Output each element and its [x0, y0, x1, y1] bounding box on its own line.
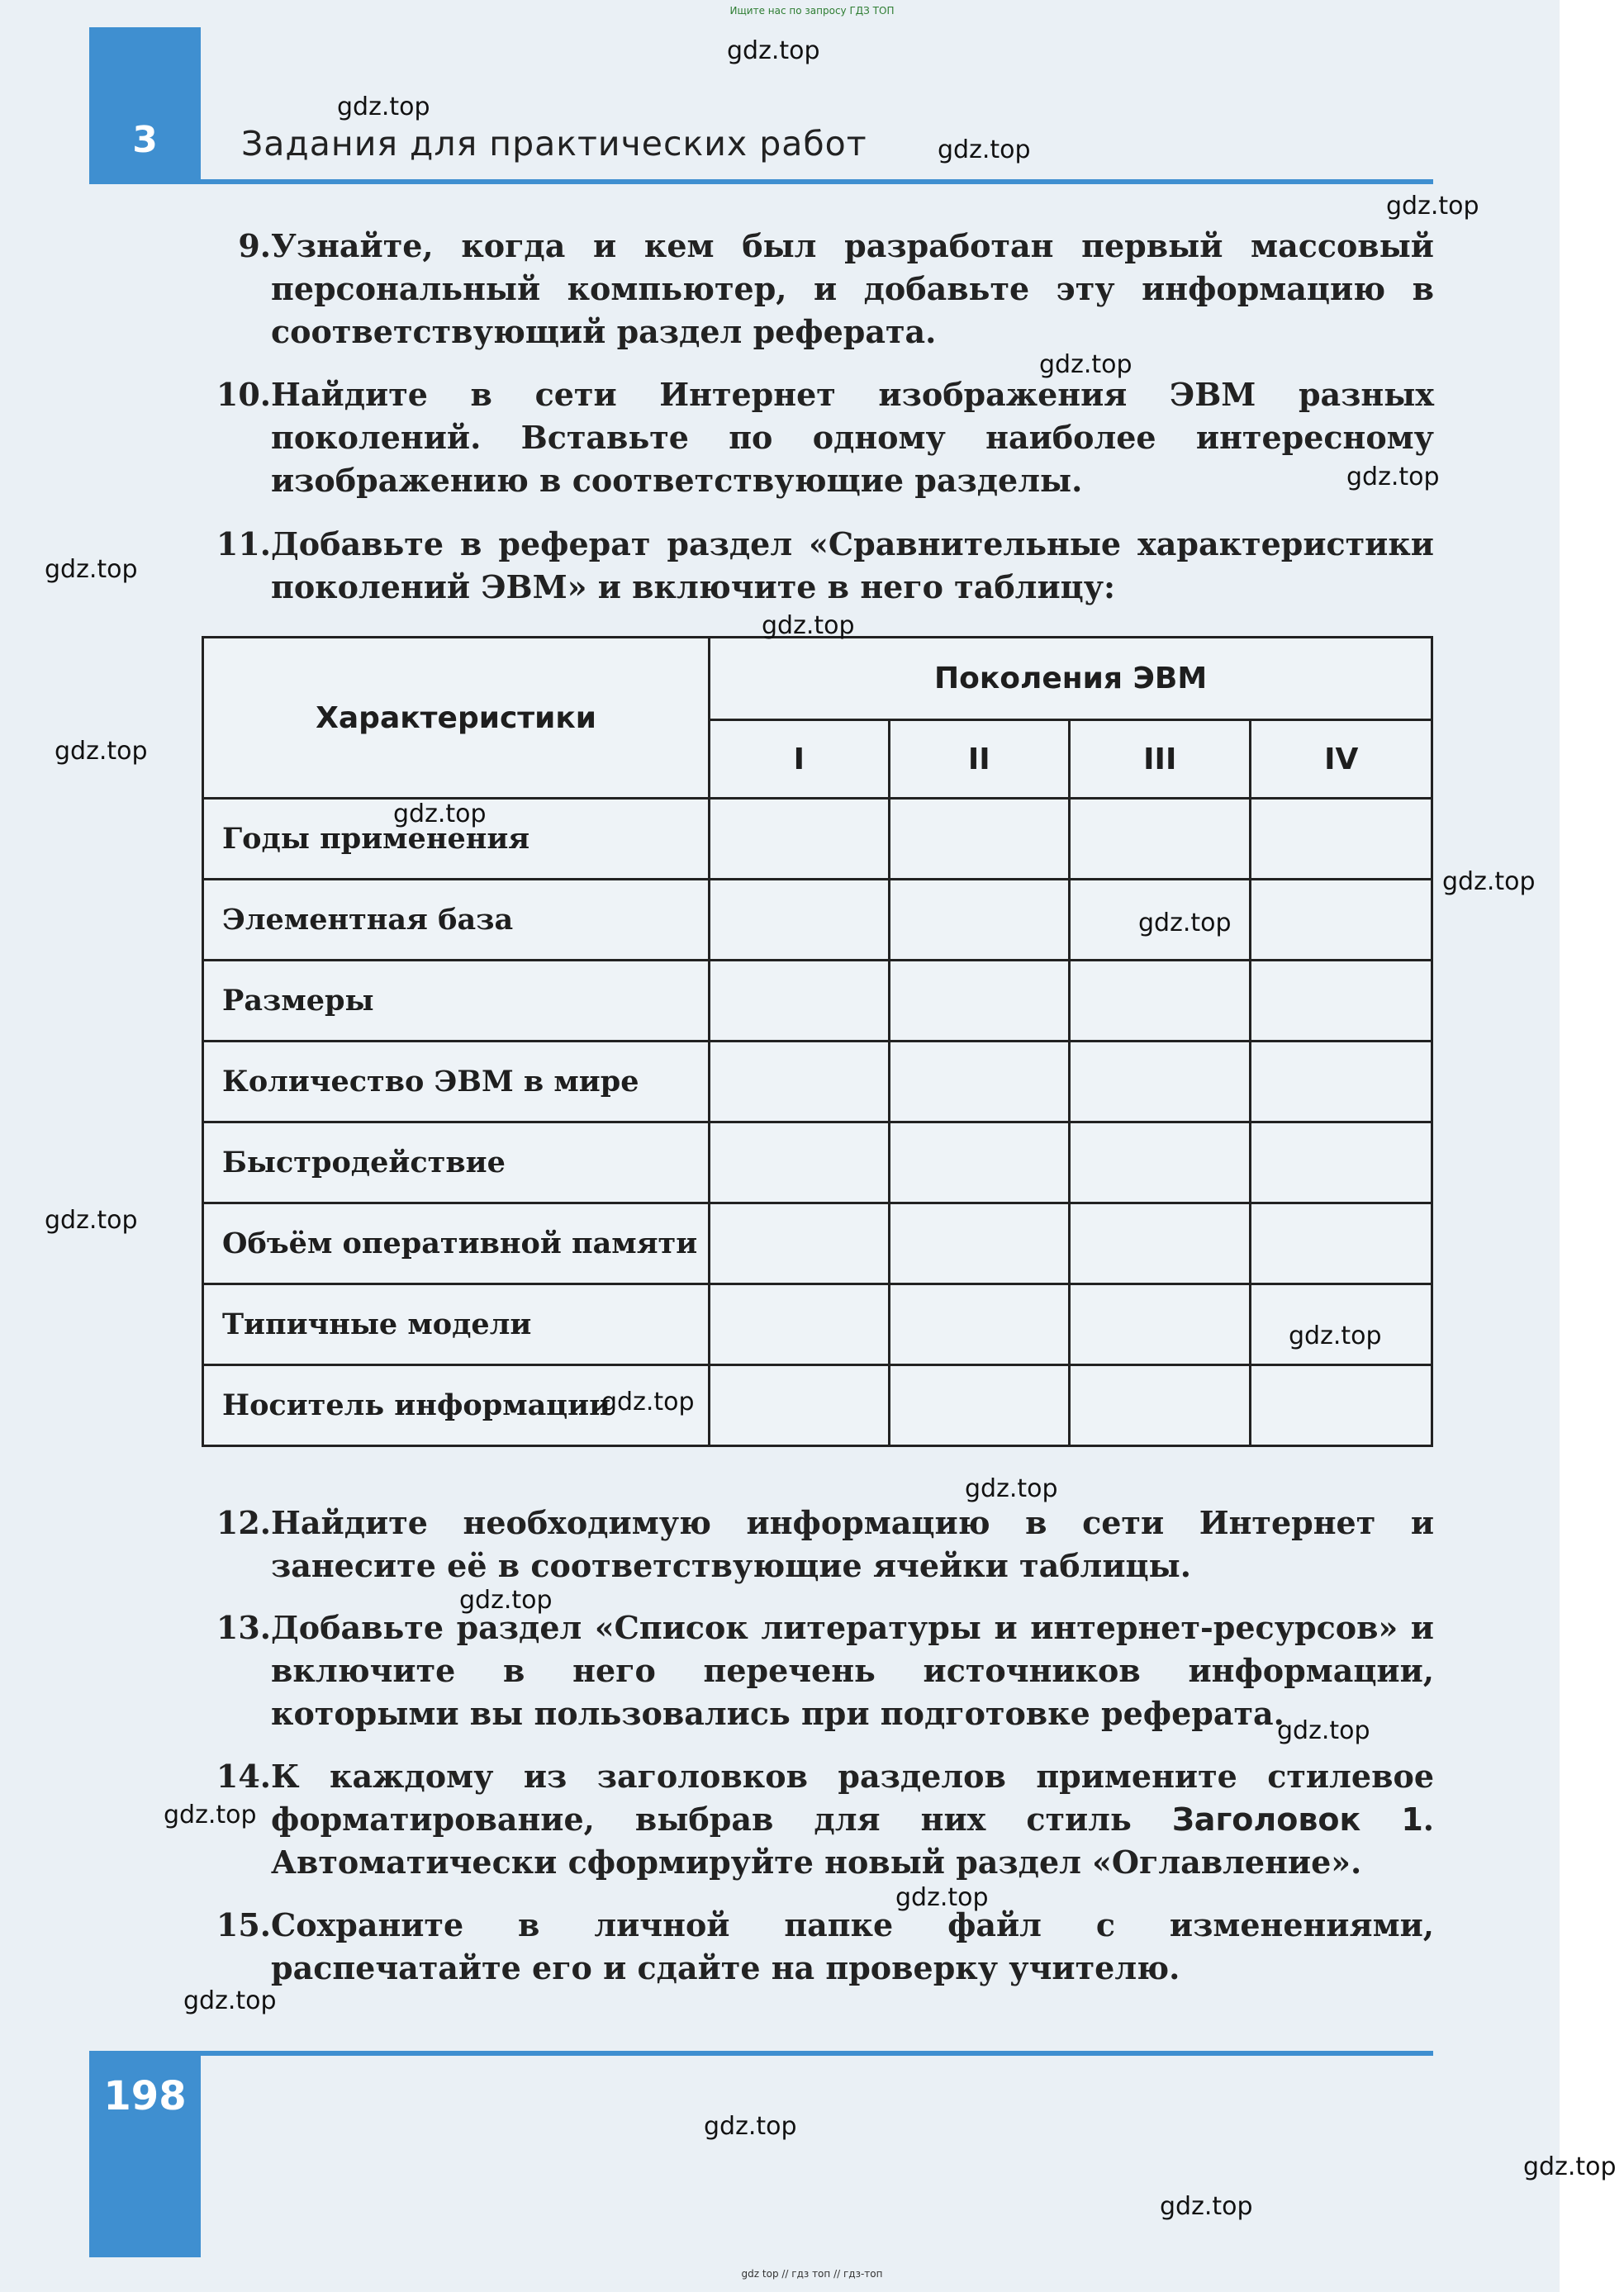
task-number: 11.: [216, 525, 271, 562]
table-cell: [710, 1042, 889, 1122]
table-row: [203, 880, 1432, 961]
table-cell: [889, 1284, 1069, 1365]
table-cell: [889, 1365, 1069, 1446]
table-cell: [710, 799, 889, 880]
row-label: Типичные модели: [203, 1284, 710, 1365]
watermark: gdz.top: [601, 1388, 695, 1416]
table-cell: [1251, 1365, 1432, 1446]
style-name-emphasis: Заголовок 1: [1171, 1801, 1423, 1838]
header-divider: [89, 179, 1433, 184]
row-label: Годы применения: [203, 799, 710, 880]
watermark: gdz.top: [938, 135, 1031, 164]
row-label: Размеры: [203, 961, 710, 1042]
table-cell: [1251, 1203, 1432, 1284]
watermark: gdz.top: [164, 1801, 257, 1829]
task-number: 10.: [216, 376, 271, 413]
task-number: 9.: [238, 227, 271, 264]
watermark: gdz.top: [1386, 192, 1479, 221]
generation-iv-header: IV: [1251, 720, 1432, 799]
table-row: [203, 1365, 1432, 1446]
table-cell: [1070, 1042, 1251, 1122]
table-cell: [1070, 961, 1251, 1042]
task-text: Найдите необходимую информацию в сети Интернет и занесите её в соответствующие ячейки таблицы.: [271, 1504, 1434, 1584]
watermark: gdz.top: [459, 1586, 553, 1615]
table-cell: [1070, 1203, 1251, 1284]
table-cell: [1070, 1122, 1251, 1203]
generation-i-header: I: [710, 720, 889, 799]
table-cell: [1251, 1122, 1432, 1203]
table-cell: [710, 961, 889, 1042]
task-9: [203, 225, 1434, 354]
watermark: gdz.top: [1523, 2152, 1617, 2181]
table-cell: [1251, 1042, 1432, 1122]
table-cell: [710, 1203, 889, 1284]
watermark: gdz.top: [45, 1206, 138, 1235]
section-title: Задания для практических работ: [241, 124, 867, 164]
row-label: Носитель информации: [203, 1365, 710, 1446]
task-text: Найдите в сети Интернет изображения ЭВМ разных поколений. Вставьте по одному наиболее интересному изображению в соответствующие разделы.: [271, 376, 1434, 499]
watermark: gdz.top: [337, 93, 430, 121]
task-15: [203, 1904, 1434, 1990]
table-cell: [1251, 961, 1432, 1042]
table-cell: [889, 961, 1069, 1042]
table-row: [203, 1042, 1432, 1122]
table-cell: [710, 1284, 889, 1365]
table-cell: [1070, 1284, 1251, 1365]
watermark: gdz.top: [704, 2112, 797, 2141]
table-row: [203, 799, 1432, 880]
watermark: gdz.top: [1289, 1322, 1382, 1350]
table-row: [203, 961, 1432, 1042]
task-13: [203, 1606, 1434, 1735]
task-12: [203, 1502, 1434, 1587]
characteristics-header: Характеристики: [203, 638, 710, 799]
watermark: gdz.top: [393, 800, 487, 828]
watermark: gdz.top: [1138, 909, 1232, 937]
watermark: gdz.top: [55, 737, 148, 766]
row-label: Количество ЭВМ в мире: [203, 1042, 710, 1122]
task-14: [203, 1755, 1434, 1884]
task-number: 13.: [216, 1609, 271, 1646]
task-text-part: . Автоматически сформируйте новый раздел «Оглавление».: [271, 1801, 1435, 1881]
generations-table: [202, 636, 1433, 1447]
footer-divider: [89, 2051, 1433, 2056]
table-cell: [1251, 799, 1432, 880]
row-label: Элементная база: [203, 880, 710, 961]
task-text-part: К каждому из заголовков разделов примените стилевое форматирование, выбрав для них стиль: [271, 1758, 1434, 1838]
page-number: 198: [103, 2073, 187, 2119]
generation-iii-header: III: [1070, 720, 1251, 799]
task-number: 14.: [216, 1758, 271, 1795]
table-cell: [1070, 799, 1251, 880]
watermark: gdz.top: [183, 1986, 277, 2015]
top-note: Ищите нас по запросу ГДЗ ТОП: [729, 5, 895, 17]
watermark: gdz.top: [1442, 867, 1536, 896]
table-cell: [889, 799, 1069, 880]
table-cell: [1251, 880, 1432, 961]
bottom-note: gdz top // гдз топ // гдз-топ: [741, 2268, 883, 2280]
watermark: gdz.top: [762, 611, 855, 640]
table-cell: [710, 880, 889, 961]
table-cell: [1070, 1365, 1251, 1446]
table-cell: [889, 1042, 1069, 1122]
table-cell: [889, 1203, 1069, 1284]
task-text: Добавьте раздел «Список литературы и интернет-ресурсов» и включите в него перечень источников информации, которыми вы пользовались при подготовке реферата.: [271, 1609, 1434, 1732]
row-label: Объём оперативной памяти: [203, 1203, 710, 1284]
watermark: gdz.top: [1346, 463, 1440, 491]
task-number: 12.: [216, 1504, 271, 1541]
table-cell: [889, 1122, 1069, 1203]
chapter-number: 3: [132, 119, 158, 161]
watermark: gdz.top: [727, 36, 820, 65]
task-number: 15.: [216, 1906, 271, 1943]
table-row: [203, 1284, 1432, 1365]
table-cell: [710, 1365, 889, 1446]
watermark: gdz.top: [1160, 2192, 1253, 2221]
table-row: [203, 1203, 1432, 1284]
task-11: [203, 523, 1434, 609]
task-text: Сохраните в личной папке файл с изменениями, распечатайте его и сдайте на проверку учителю.: [271, 1906, 1434, 1986]
watermark: gdz.top: [45, 555, 138, 584]
table-row: [203, 1122, 1432, 1203]
task-text: Добавьте в реферат раздел «Сравнительные характеристики поколений ЭВМ» и включите в него таблицу:: [271, 525, 1434, 605]
task-text: Узнайте, когда и кем был разработан первый массовый персональный компьютер, и добавьте эту информацию в соответствующий раздел реферата.: [271, 227, 1434, 350]
watermark: gdz.top: [1277, 1716, 1370, 1745]
task-text: [271, 1755, 1434, 1884]
generation-ii-header: II: [889, 720, 1069, 799]
table-cell: [710, 1122, 889, 1203]
task-10: [203, 373, 1434, 502]
table-cell: [889, 880, 1069, 961]
watermark: gdz.top: [895, 1883, 989, 1912]
generations-header: Поколения ЭВМ: [710, 638, 1432, 720]
watermark: gdz.top: [965, 1474, 1058, 1503]
row-label: Быстродействие: [203, 1122, 710, 1203]
watermark: gdz.top: [1039, 350, 1133, 379]
